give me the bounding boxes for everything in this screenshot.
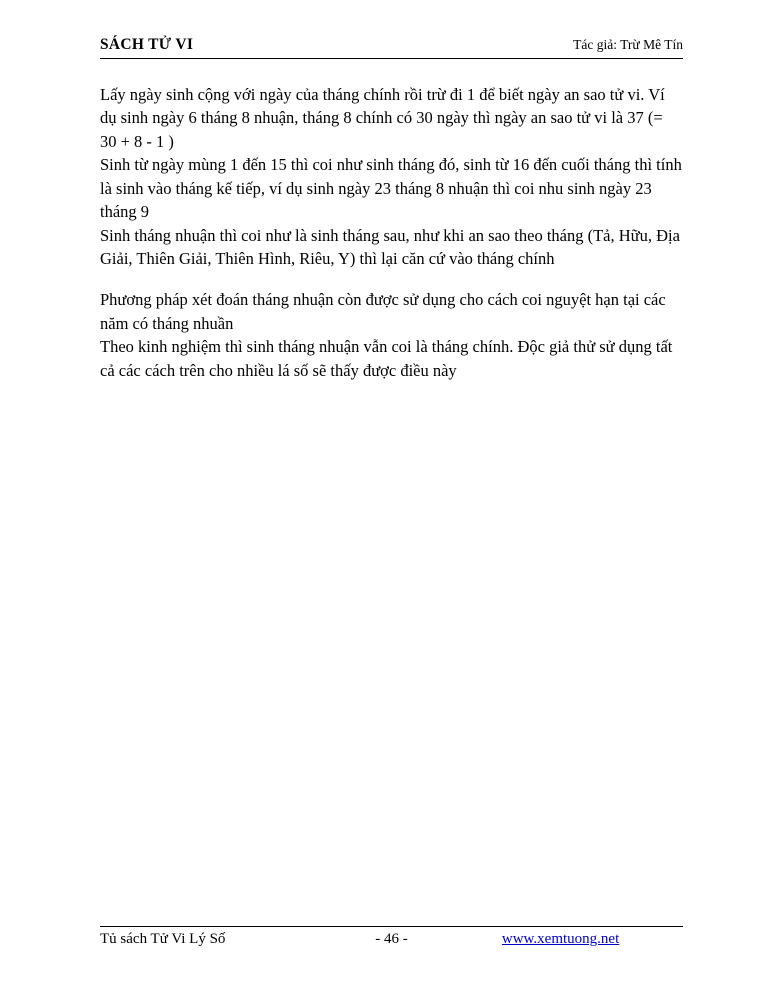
footer-publisher: Tủ sách Tử Vi Lý Số — [100, 931, 226, 947]
author-line: Tác giả: Trừ Mê Tín — [573, 37, 683, 52]
page-footer — [100, 926, 683, 948]
book-title: SÁCH TỬ VI — [100, 36, 194, 53]
paragraph-2: Sinh từ ngày mùng 1 đến 15 thì coi như sinh tháng đó, sinh từ 16 đến cuối tháng thì tính là sinh vào tháng kế tiếp, ví dụ sinh ngày 23 tháng 8 nhuận thì coi nhu sinh ngày 23 tháng 9 — [100, 155, 682, 222]
paragraph-1: Lấy ngày sinh cộng với ngày của tháng chính rồi trừ đi 1 để biết ngày an sao tử vi. Ví dụ sinh ngày 6 tháng 8 nhuận, tháng 8 chính có 30 ngày thì ngày an sao tử vi là 37 (= 30 + 8 - 1 ) — [100, 85, 665, 151]
paragraph-4: Phương pháp xét đoán tháng nhuận còn được sử dụng cho cách coi nguyệt hạn tại các năm có tháng nhuần — [100, 290, 666, 333]
paragraph-5: Theo kinh nghiệm thì sinh tháng nhuận vẫn coi là tháng chính. Độc giả thử sử dụng tất cả các cách trên cho nhiều lá số sẽ thấy được điều này — [100, 337, 673, 380]
website-link[interactable]: www.xemtuong.net — [501, 931, 620, 947]
page-content — [100, 36, 683, 382]
page-header — [100, 36, 683, 59]
paragraph-3: Sinh tháng nhuận thì coi như là sinh tháng sau, như khi an sao theo tháng (Tả, Hữu, Địa Giải, Thiên Giải, Thiên Hình, Riêu, Y) thì lại căn cứ vào tháng chính — [100, 225, 680, 268]
footer-website[interactable] — [438, 931, 683, 948]
body-text — [100, 83, 683, 382]
footer-page-number: - 46 - — [375, 931, 408, 947]
